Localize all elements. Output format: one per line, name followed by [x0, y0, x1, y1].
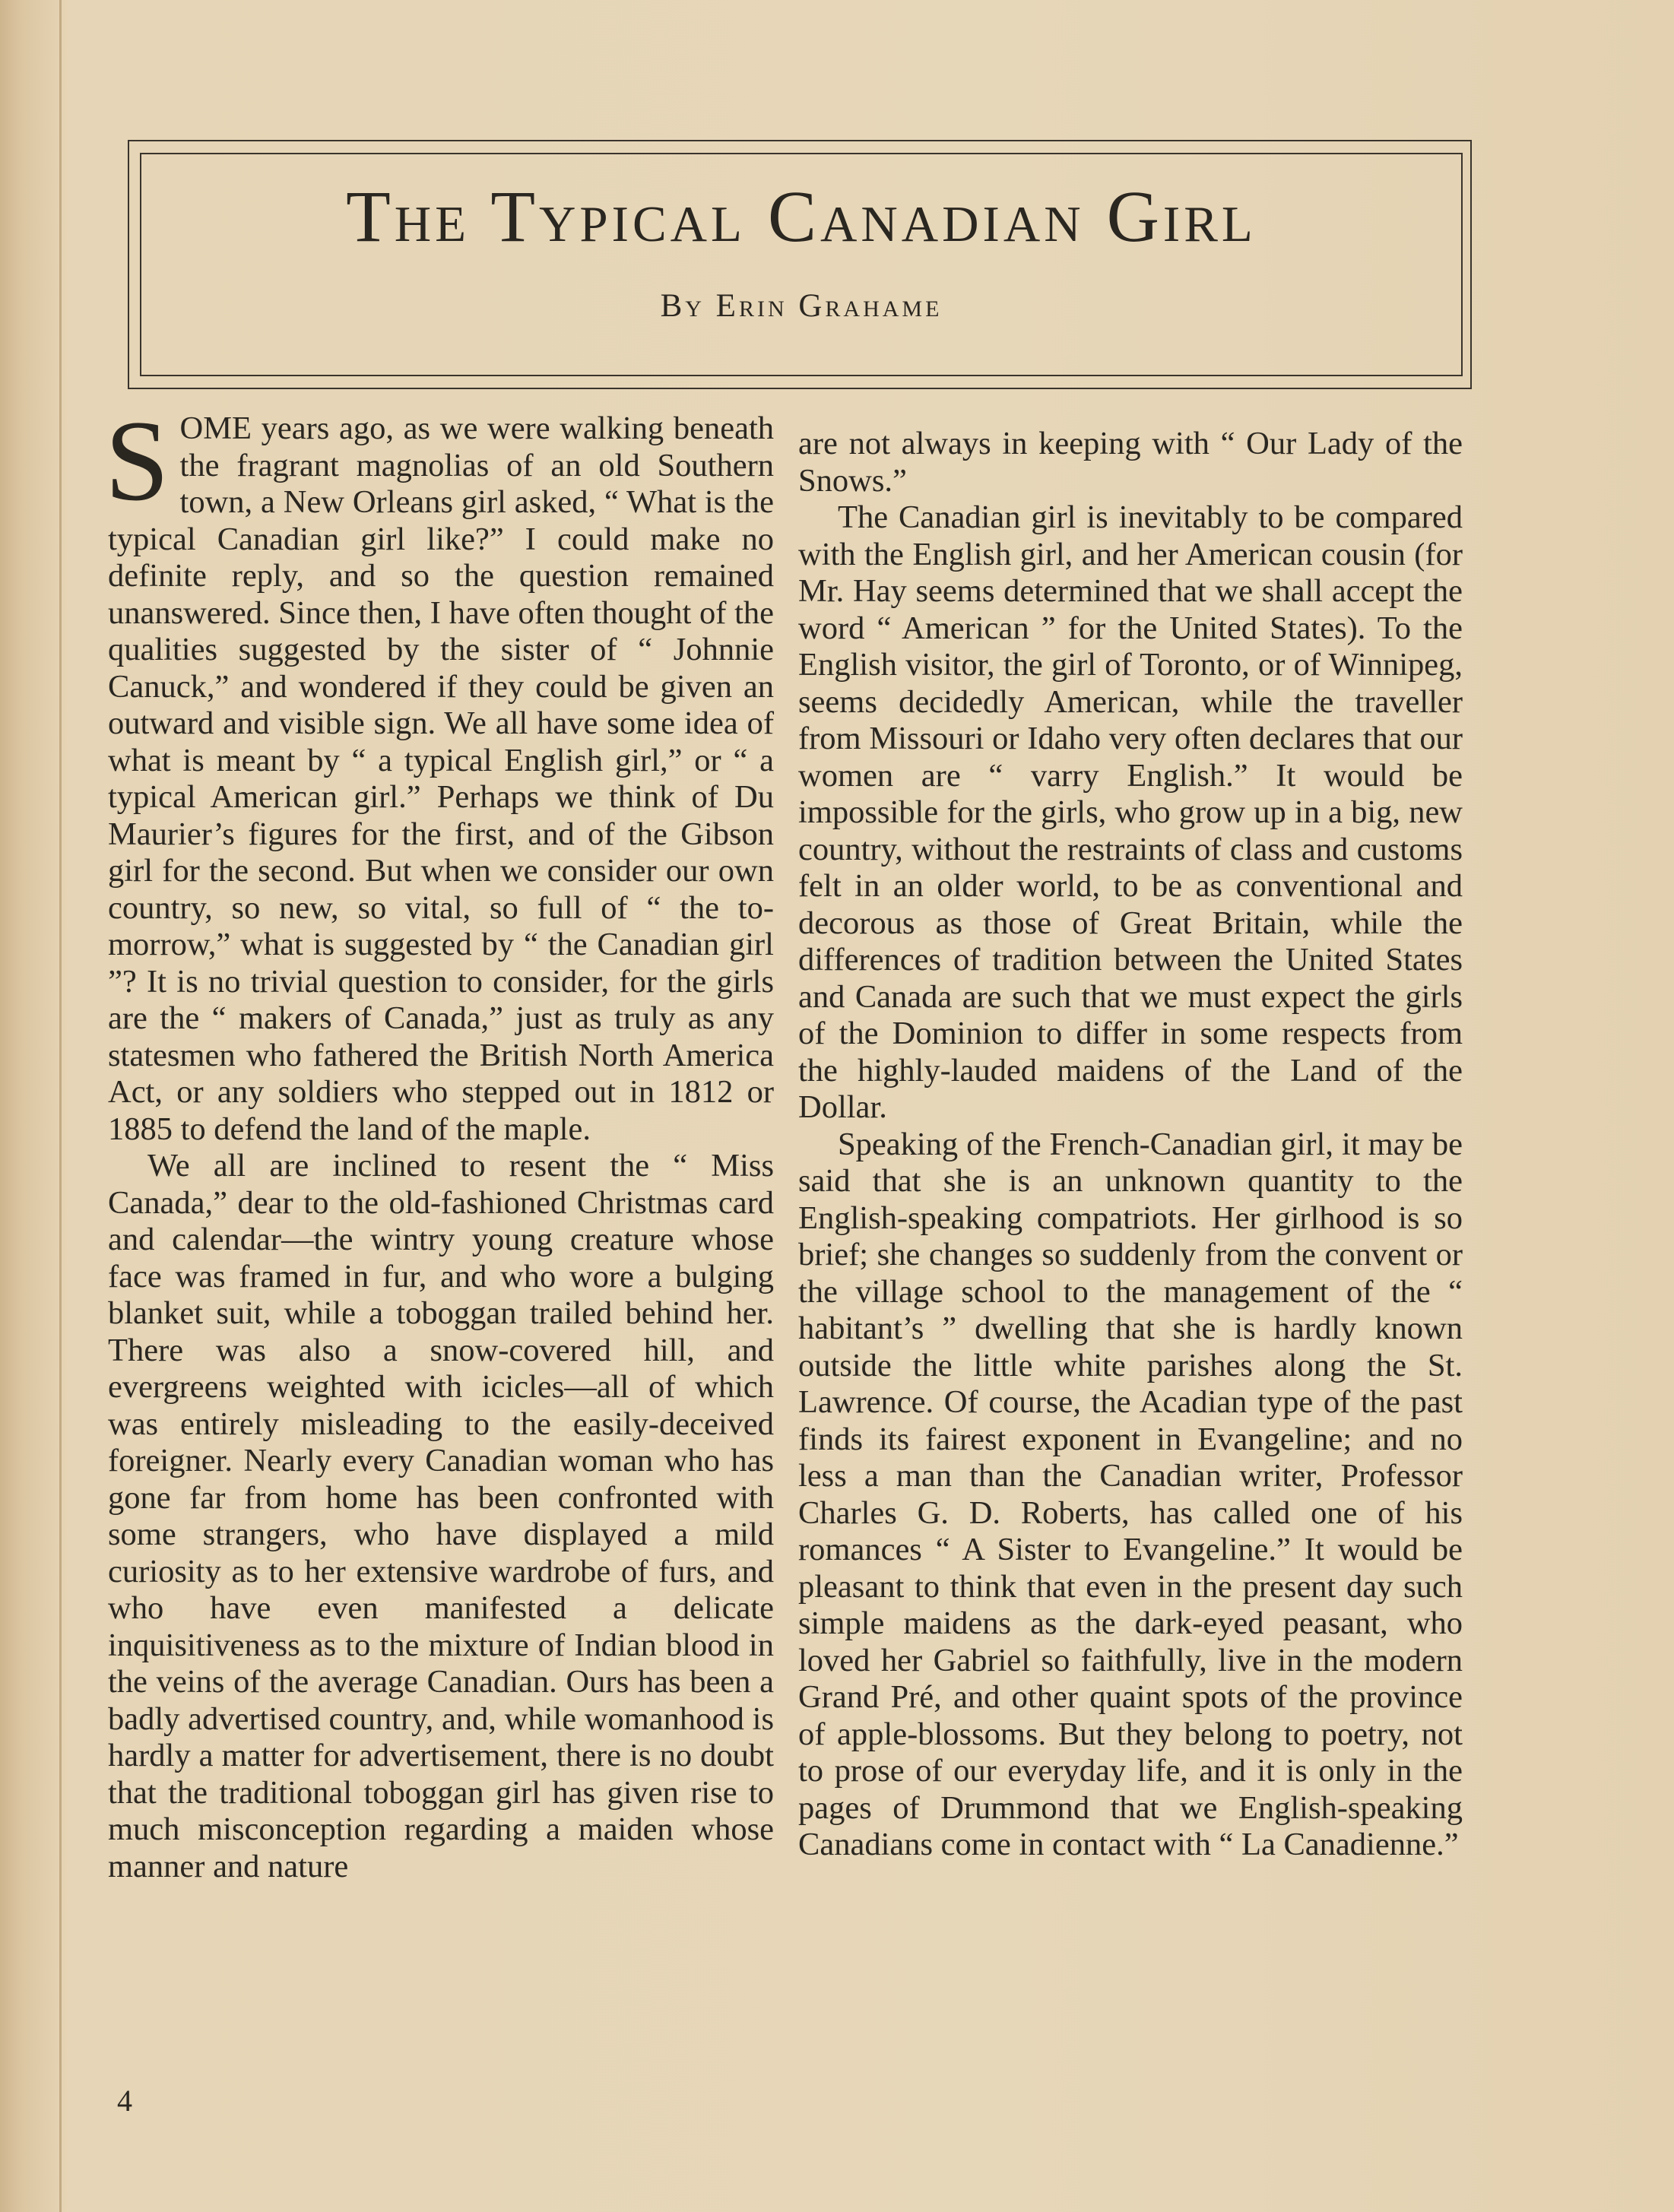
paragraph: Speaking of the French-Canadian girl, it may be said that she is an unknown quantity to the English-speaking compatriots. Her girlhood is so brief; she changes so suddenly from the convent or the village school to the management of the “ habitant’s ” dwelling that she is hardly known outside the little white parishes along the St. Lawrence. Of course, the Acadian type of the past finds its fairest exponent in Evangeline; and no less a man than the Canadian writer, Professor Charles G. D. Roberts, has called one of his romances “ A Sister to Evangeline.” It would be pleasant to think that even in the present day such simple maidens as the dark-eyed peasant, who loved her Gabriel so faithfully, live in the modern Grand Pré, and other quaint spots of the province of apple-blossoms. But they belong to poetry, not to prose of our everyday life, and it is only in the pages of Drummond that we English-speaking Canadians come in contact with “ La Canadienne.” [798, 1126, 1463, 1862]
drop-cap: S [105, 397, 170, 524]
left-column [105, 397, 774, 1885]
paragraph: We all are inclined to resent the “ Miss Canada,” dear to the old-fashioned Christmas card and calendar—the wintry young creature whose face was framed in fur, and who wore a bulging blanket suit, while a toboggan trailed behind her. There was also a snow-covered hill, and evergreens weighted with icicles—all of which was entirely misleading to the easily-deceived foreigner. Nearly every Canadian woman who has gone far from home has been confronted with some strangers, who have displayed a mild curiosity as to her extensive wardrobe of furs, and who have even manifested a delicate inquisitiveness as to the mixture of Indian blood in the veins of the average Canadian. Ours has been a badly advertised country, and, while womanhood is hardly a matter for advertisement, there is no doubt that the traditional toboggan girl has given rise to much misconception regarding a maiden whose manner and nature [108, 1148, 774, 1884]
article-title: The Typical Canadian Girl [346, 176, 1257, 257]
paragraph-text: OME years ago, as we were walking beneath the fragrant magnolias of an old Southern town, a New Orleans girl asked, “ What is the typical Canadian girl like?” I could make no definite reply, and so the question remained unanswered. Since then, I have often thought of the qualities suggested by the sister of “ Johnnie Canuck,” and wondered if they could be given an outward and visible sign. We all have some idea of what is meant by “ a typical English girl,” or “ a typical American girl.” Perhaps we think of Du Maurier’s figures for the first, and of the Gibson girl for the second. But when we consider our own country, so new, so vital, so full of “ the to-morrow,” what is suggested by “ the Canadian girl ”? It is no trivial question to consider, for the girls are the “ makers of Canada,” just as truly as any statesmen who fathered the British North America Act, or any soldiers who stepped out in 1812 or 1885 to defend the land of the maple. [108, 410, 774, 1147]
article-byline: By Erin Grahame [660, 288, 943, 324]
paragraph: are not always in keeping with “ Our Lady of the Snows.” [798, 426, 1463, 499]
paragraph: The Canadian girl is inevitably to be compared with the English girl, and her American cousin (for Mr. Hay seems determined that we shall accept the word “ American ” for the United States). To the English visitor, the girl of Toronto, or of Winnipeg, seems decidedly American, while the traveller from Missouri or Idaho very often declares that our women are “ varry English.” It would be impossible for the girls, who grow up in a big, new country, without the restraints of class and customs felt in an older world, to be as conventional and decorous as those of Great Britain, while the differences of tradition between the United States and Canada are such that we must expect the girls of the Dominion to differ in some respects from the highly-lauded maidens of the Land of the Dollar. [798, 499, 1463, 1125]
paragraph [105, 397, 774, 1148]
binding-edge [59, 0, 62, 2212]
page-number: 4 [117, 2084, 132, 2118]
right-column [798, 426, 1463, 1864]
